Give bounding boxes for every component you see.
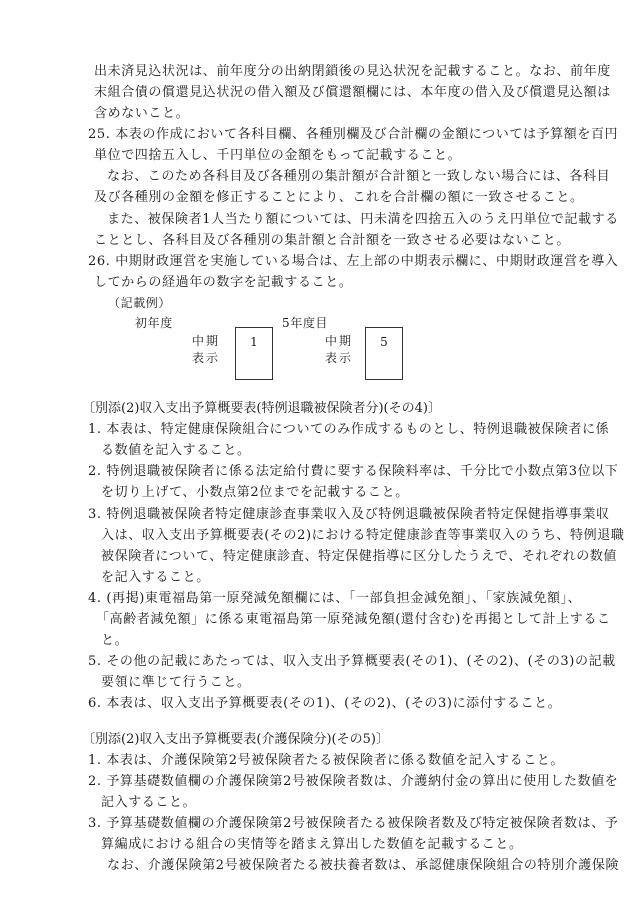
chuuki-box-1: 1 [235,327,273,380]
fifth-year-label: 5年度目 [282,316,329,330]
item-25-line: また、被保険者1人当たり額については、円未満を四捨五入のうえ円単位で記載する [107,212,619,227]
section-4-line: と。 [101,633,129,648]
section-5-line: 2. 予算基礎数値欄の介護保険第2号被保険者数は、介護納付金の算出に使用した数値を [88,774,619,789]
section-5-line: 記入すること。 [101,795,197,810]
section-5-line: 3. 予算基礎数値欄の介護保険第2号被保険者たる被保険者数及び特定被保険者数は、予 [88,816,619,831]
text-line: 末組合債の償還見込状況の借入額及び償還額欄には、本年度の借入及び償還見込額は [94,85,611,100]
section-5-line: なお、介護保険第2号被保険者たる被扶養者数は、承認健康保険組合の特別介護保険 [107,858,620,873]
section-4-line: を切り上げて、小数点第2位までを記載すること。 [101,485,409,500]
item-25-line: こととし、各科目及び各種別の集計額と合計額を一致させる必要はないこと。 [94,233,571,248]
section-4-line: を記入すること。 [101,570,210,585]
section-4-line: 3. 特例退職被保険者特定健康診査事業収入及び特例退職被保険者特定保健指導事業収 [88,507,610,522]
text-line: 含めないこと。 [94,106,190,121]
first-year-label: 初年度 [135,316,173,330]
item-25-line: 25. 本表の作成において各科目欄、各種別欄及び合計欄の金額については予算額を百円 [88,127,619,142]
item-26-line: してからの経過年の数字を記載すること。 [94,275,353,290]
section-4-line: 「高齢者減免額」に係る東電福島第一原発減免額(還付含む)を再掲として計上するこ [96,612,611,627]
hyouji-label-2: 表示 [325,351,354,365]
chuuki-box-2: 5 [365,327,403,380]
section-4-line: 被保険者について、特定健康診査、特定保健指導に区分したうえで、それぞれの数値 [101,549,618,564]
section-4-line: 1. 本表は、特定健康保険組合についてのみ作成するものとし、特例退職被保険者に係 [88,422,610,437]
item-26-line: 26. 中期財政運営を実施している場合は、左上部の中期表示欄に、中期財政運営を導入 [88,254,619,269]
item-25-line: 及び各種別の金額を修正することにより、これを合計欄の額に一致させること。 [94,190,584,205]
text-line: 出未済見込状況は、前年度分の出納閉鎖後の見込状況を記載すること。なお、前年度 [94,64,611,79]
section-4-line: 4. (再掲)東電福島第一原発減免額欄には、「一部負担金減免額」、「家族減免額」、 [88,591,582,606]
section-4-line: 6. 本表は、収入支出予算概要表(その1)、(その2)、(その3)に添付すること。 [88,696,562,711]
section-4-line: 入は、収入支出予算概要表(その2)における特定健康診査等事業収入のうち、特例退職 [101,528,625,543]
section-4-line: 2. 特例退職被保険者に係る法定給付費に要する保険料率は、千分比で小数点第3位以下 [88,464,619,479]
section-4-line: る数値を記入すること。 [101,443,251,458]
section-5-line: 算編成における組合の実情等を踏まえ算出した数値を記載すること。 [101,837,523,852]
item-25-line: なお、このため各科目及び各種別の集計額が合計額と一致しない場合には、各科目 [107,169,611,184]
chuuki-label-1: 中期 [192,334,221,348]
section-4-line: 5. その他の記載にあたっては、収入支出予算概要表(その1)、(その2)、(その3)の記載 [88,654,616,669]
section-4-heading: 〔別添(2)収入支出予算概要表(特例退職被保険者分)(その4)〕 [82,401,441,416]
hyouji-label-1: 表示 [192,351,221,365]
section-5-heading: 〔別添(2)収入支出予算概要表(介護保険分)(その5)〕 [82,732,389,747]
chuuki-label-2: 中期 [325,334,354,348]
section-5-line: 1. 本表は、介護保険第2号被保険者たる被保険者に係る数値を記入すること。 [88,753,565,768]
example-label: （記載例） [108,296,172,310]
item-25-line: 単位で四捨五入し、千円単位の金額をもって記載すること。 [94,148,462,163]
section-4-line: 要領に準じて行うこと。 [101,675,251,690]
